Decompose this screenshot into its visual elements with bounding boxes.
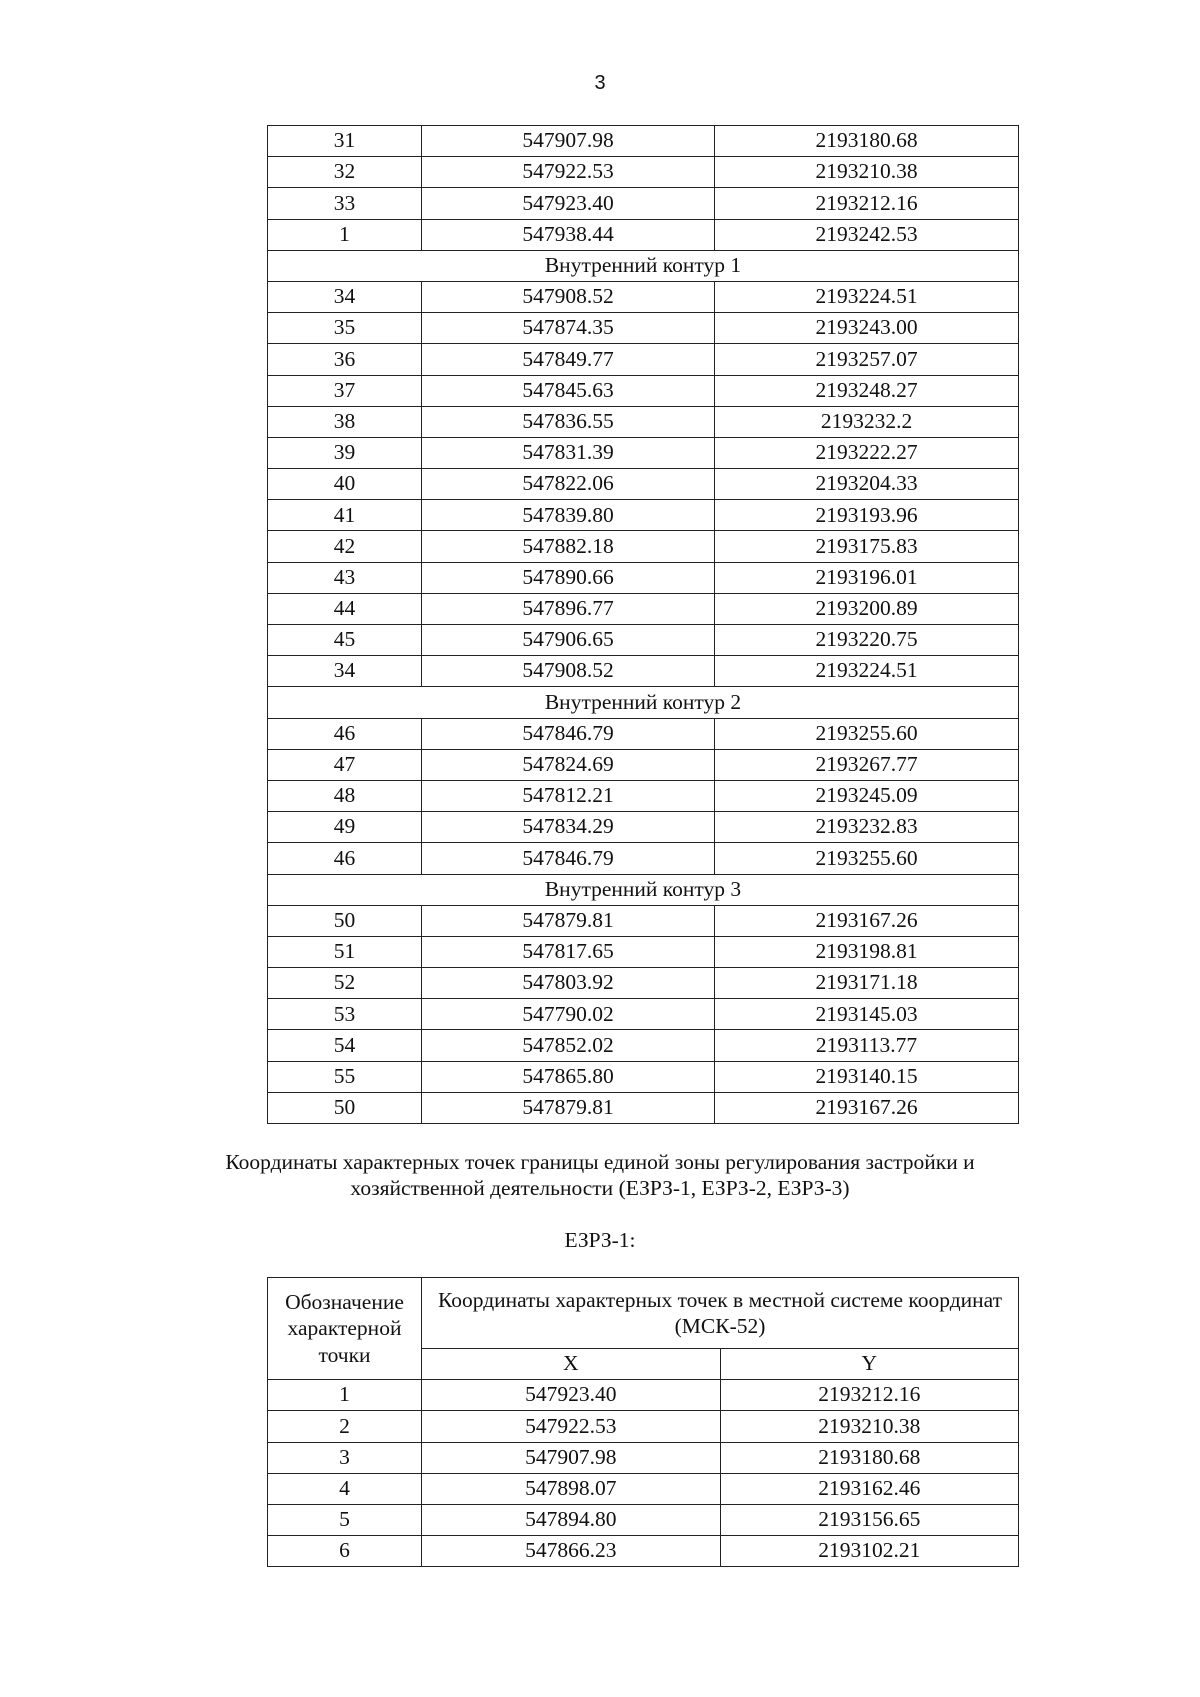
point-label: 51	[268, 936, 422, 967]
y-coordinate: 2193167.26	[715, 905, 1019, 936]
point-label: 31	[268, 126, 422, 157]
x-coordinate: 547824.69	[422, 749, 715, 780]
point-label: 1	[268, 219, 422, 250]
x-coordinate: 547907.98	[422, 126, 715, 157]
zone-heading-line-1: Координаты характерных точек границы единой зоны регулирования застройки и	[225, 1150, 975, 1174]
point-label: 44	[268, 593, 422, 624]
x-coordinate: 547890.66	[422, 562, 715, 593]
y-coordinate: 2193212.16	[720, 1380, 1019, 1411]
point-label: 36	[268, 344, 422, 375]
y-coordinate: 2193212.16	[715, 188, 1019, 219]
section-title: Внутренний контур 1	[268, 250, 1019, 281]
table-row	[268, 780, 1019, 811]
table-row	[268, 905, 1019, 936]
x-coordinate: 547812.21	[422, 780, 715, 811]
point-label: 46	[268, 843, 422, 874]
table-row	[268, 999, 1019, 1030]
x-coordinate: 547845.63	[422, 375, 715, 406]
table-row	[268, 1504, 1019, 1535]
point-label: 50	[268, 905, 422, 936]
y-coordinate: 2193180.68	[720, 1442, 1019, 1473]
header-coordinates: Координаты характерных точек в местной системе координат (МСК-52)	[422, 1278, 1019, 1349]
y-coordinate: 2193113.77	[715, 1030, 1019, 1061]
table-row	[268, 157, 1019, 188]
coordinates-table-body	[268, 126, 1019, 1124]
x-coordinate: 547803.92	[422, 968, 715, 999]
zone-heading-line-2: хозяйственной деятельности (ЕЗРЗ-1, ЕЗРЗ-2, ЕЗРЗ-3)	[350, 1175, 850, 1200]
y-coordinate: 2193243.00	[715, 313, 1019, 344]
table-row	[268, 344, 1019, 375]
y-coordinate: 2193171.18	[715, 968, 1019, 999]
table-row	[268, 1061, 1019, 1092]
x-coordinate: 547817.65	[422, 936, 715, 967]
table-row	[268, 562, 1019, 593]
table-row	[268, 469, 1019, 500]
x-coordinate: 547923.40	[422, 1380, 721, 1411]
x-coordinate: 547852.02	[422, 1030, 715, 1061]
zone-heading	[0, 1150, 1200, 1202]
y-coordinate: 2193248.27	[715, 375, 1019, 406]
section-title: Внутренний контур 2	[268, 687, 1019, 718]
point-label: 5	[268, 1504, 422, 1535]
y-coordinate: 2193255.60	[715, 718, 1019, 749]
x-coordinate: 547865.80	[422, 1061, 715, 1092]
table-row	[268, 936, 1019, 967]
point-label: 4	[268, 1473, 422, 1504]
x-coordinate: 547846.79	[422, 718, 715, 749]
x-coordinate: 547822.06	[422, 469, 715, 500]
table-row	[268, 219, 1019, 250]
point-label: 42	[268, 531, 422, 562]
y-coordinate: 2193204.33	[715, 469, 1019, 500]
y-coordinate: 2193224.51	[715, 656, 1019, 687]
point-label: 6	[268, 1536, 422, 1567]
table-row	[268, 1473, 1019, 1504]
table-row	[268, 281, 1019, 312]
y-coordinate: 2193175.83	[715, 531, 1019, 562]
table-row	[268, 313, 1019, 344]
x-coordinate: 547922.53	[422, 1411, 721, 1442]
ezrz1-subheading: ЕЗРЗ-1:	[564, 1228, 636, 1252]
x-coordinate: 547922.53	[422, 157, 715, 188]
point-label: 43	[268, 562, 422, 593]
point-label: 40	[268, 469, 422, 500]
x-coordinate: 547923.40	[422, 188, 715, 219]
point-label: 52	[268, 968, 422, 999]
table-row	[268, 1380, 1019, 1411]
y-coordinate: 2193196.01	[715, 562, 1019, 593]
y-coordinate: 2193156.65	[720, 1504, 1019, 1535]
table-row	[268, 406, 1019, 437]
section-row	[268, 874, 1019, 905]
point-label: 54	[268, 1030, 422, 1061]
table-row	[268, 500, 1019, 531]
point-label: 46	[268, 718, 422, 749]
x-coordinate: 547896.77	[422, 593, 715, 624]
x-coordinate: 547866.23	[422, 1536, 721, 1567]
point-label: 2	[268, 1411, 422, 1442]
header-y: Y	[720, 1349, 1019, 1380]
point-label: 34	[268, 656, 422, 687]
table-row	[268, 126, 1019, 157]
table-row	[268, 1030, 1019, 1061]
table-row	[268, 656, 1019, 687]
table-row	[268, 843, 1019, 874]
x-coordinate: 547879.81	[422, 1092, 715, 1123]
x-coordinate: 547849.77	[422, 344, 715, 375]
x-coordinate: 547907.98	[422, 1442, 721, 1473]
point-label: 35	[268, 313, 422, 344]
point-label: 50	[268, 1092, 422, 1123]
header-point-designation: Обозначение характерной точки	[268, 1278, 422, 1380]
y-coordinate: 2193257.07	[715, 344, 1019, 375]
y-coordinate: 2193180.68	[715, 126, 1019, 157]
x-coordinate: 547831.39	[422, 437, 715, 468]
point-label: 55	[268, 1061, 422, 1092]
table-row	[268, 968, 1019, 999]
x-coordinate: 547908.52	[422, 656, 715, 687]
point-label: 39	[268, 437, 422, 468]
x-coordinate: 547938.44	[422, 219, 715, 250]
x-coordinate: 547874.35	[422, 313, 715, 344]
point-label: 47	[268, 749, 422, 780]
y-coordinate: 2193210.38	[715, 157, 1019, 188]
x-coordinate: 547790.02	[422, 999, 715, 1030]
table-row	[268, 812, 1019, 843]
y-coordinate: 2193193.96	[715, 500, 1019, 531]
x-coordinate: 547894.80	[422, 1504, 721, 1535]
x-coordinate: 547836.55	[422, 406, 715, 437]
table-row	[268, 1092, 1019, 1123]
header-x: X	[422, 1349, 721, 1380]
table-row	[268, 718, 1019, 749]
table-row	[268, 375, 1019, 406]
x-coordinate: 547882.18	[422, 531, 715, 562]
section-row	[268, 250, 1019, 281]
point-label: 32	[268, 157, 422, 188]
x-coordinate: 547908.52	[422, 281, 715, 312]
point-label: 45	[268, 625, 422, 656]
point-label: 3	[268, 1442, 422, 1473]
y-coordinate: 2193200.89	[715, 593, 1019, 624]
section-title: Внутренний контур 3	[268, 874, 1019, 905]
ezrz1-table-body	[268, 1380, 1019, 1567]
coordinates-table-continued	[267, 125, 1019, 1124]
section-row	[268, 687, 1019, 718]
point-label: 49	[268, 812, 422, 843]
y-coordinate: 2193232.2	[715, 406, 1019, 437]
x-coordinate: 547839.80	[422, 500, 715, 531]
y-coordinate: 2193210.38	[720, 1411, 1019, 1442]
point-label: 34	[268, 281, 422, 312]
y-coordinate: 2193245.09	[715, 780, 1019, 811]
point-label: 48	[268, 780, 422, 811]
x-coordinate: 547906.65	[422, 625, 715, 656]
ezrz1-coordinates-table	[267, 1277, 1019, 1567]
y-coordinate: 2193267.77	[715, 749, 1019, 780]
table-row	[268, 531, 1019, 562]
table-row	[268, 593, 1019, 624]
point-label: 1	[268, 1380, 422, 1411]
table-row	[268, 1411, 1019, 1442]
y-coordinate: 2193242.53	[715, 219, 1019, 250]
page-number: 3	[594, 72, 606, 94]
y-coordinate: 2193145.03	[715, 999, 1019, 1030]
table-row	[268, 1442, 1019, 1473]
point-label: 41	[268, 500, 422, 531]
ezrz1-table-header	[268, 1278, 1019, 1380]
x-coordinate: 547834.29	[422, 812, 715, 843]
x-coordinate: 547846.79	[422, 843, 715, 874]
header-row	[268, 1278, 1019, 1349]
point-label: 33	[268, 188, 422, 219]
y-coordinate: 2193224.51	[715, 281, 1019, 312]
y-coordinate: 2193102.21	[720, 1536, 1019, 1567]
point-label: 53	[268, 999, 422, 1030]
table-row	[268, 1536, 1019, 1567]
table-row	[268, 625, 1019, 656]
y-coordinate: 2193222.27	[715, 437, 1019, 468]
table-row	[268, 437, 1019, 468]
x-coordinate: 547898.07	[422, 1473, 721, 1504]
x-coordinate: 547879.81	[422, 905, 715, 936]
y-coordinate: 2193162.46	[720, 1473, 1019, 1504]
y-coordinate: 2193198.81	[715, 936, 1019, 967]
point-label: 38	[268, 406, 422, 437]
y-coordinate: 2193140.15	[715, 1061, 1019, 1092]
y-coordinate: 2193255.60	[715, 843, 1019, 874]
table-row	[268, 749, 1019, 780]
y-coordinate: 2193167.26	[715, 1092, 1019, 1123]
y-coordinate: 2193220.75	[715, 625, 1019, 656]
table-row	[268, 188, 1019, 219]
point-label: 37	[268, 375, 422, 406]
y-coordinate: 2193232.83	[715, 812, 1019, 843]
